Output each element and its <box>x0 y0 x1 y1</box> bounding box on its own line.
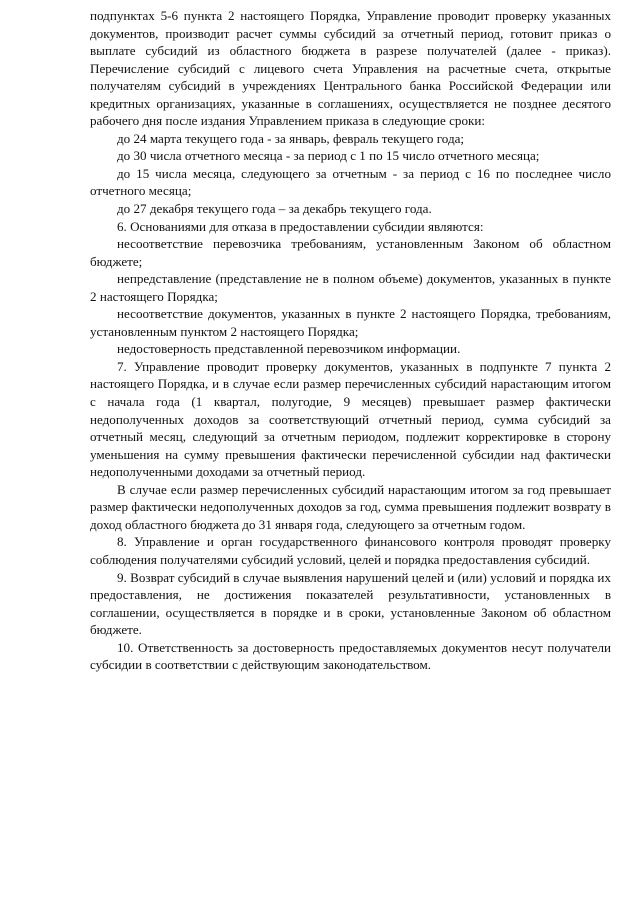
payment-deadline-item: до 24 марта текущего года - за январь, февраль текущего года; <box>117 130 465 146</box>
payment-deadline-item: до 27 декабря текущего года – за декабрь текущего года. <box>117 201 432 217</box>
paragraph-continuation: подпунктах 5-6 пункта 2 настоящего Порядка, Управление проводит проверку указанных документов, производит расчет суммы субсидий за отчетный период, готовит приказ о выплате субсидий из областного бюджета в разрезе получателей (далее - приказ). Перечисление субсидий с лицевого счета Управления на расчетные счета, открытые получателям субсидий в учреждениях Центрального банка Российской Федерации или кредитных организациях, указанные в соглашениях, осуществляется не позднее десятого рабочего дня после издания Управлением приказа в следующие сроки: <box>90 8 611 129</box>
paragraph-item-6: 6. Основаниями для отказа в предоставлении субсидии являются: <box>117 218 484 234</box>
refusal-ground-item: непредставление (представление не в полном объеме) документов, указанных в пункте 2 настоящего Порядка; <box>90 271 611 304</box>
payment-deadline-item: до 15 числа месяца, следующего за отчетным - за период с 16 по последнее число отчетного месяца; <box>90 165 611 199</box>
paragraph-item-9: 9. Возврат субсидий в случае выявления нарушений целей и (или) условий и порядка их предоставления, не достижения показателей результативности, установленных в соглашении, осуществляется в порядке и в сроки, установленные Законом об областном бюджете. <box>90 569 611 638</box>
payment-deadline-item: до 30 числа отчетного месяца - за период с 1 по 15 число отчетного месяца; <box>117 148 540 164</box>
paragraph-item-7-continued: В случае если размер перечисленных субсидий нарастающим итогом за год превышает размер фактически недополученных доходов за год, сумма превышения подлежит возврату в доход областного бюджета до 31 января года, следующего за отчетным годом. <box>90 481 611 532</box>
paragraph-item-7: 7. Управление проводит проверку документов, указанных в подпункте 7 пункта 2 настоящего Порядка, и в случае если размер перечисленных субсидий нарастающим итогом с начала года (1 квартал, полугодие, 9 месяцев) превышает размер фактически недополученных доходов за соответствующий отчетный период, сумма субсидий за отчетный месяц, следующий за отчетным периодом, подлежит корректировке в сторону уменьшения на сумму превышения фактически перечисленной субсидии над фактически недополученными доходами за отчетный период. <box>90 358 611 480</box>
paragraph-item-8: 8. Управление и орган государственного финансового контроля проводят проверку соблюдения получателями субсидий условий, целей и порядка предоставления субсидий. <box>90 534 611 567</box>
refusal-ground-item: несоответствие документов, указанных в пункте 2 настоящего Порядка, требованиям, установленным пунктом 2 настоящего Порядка; <box>90 306 611 339</box>
refusal-ground-item: несоответствие перевозчика требованиям, установленным Законом об областном бюджете; <box>90 236 611 269</box>
paragraph-item-10: 10. Ответственность за достоверность предоставляемых документов несут получатели субсидии в соответствии с действующим законодательством. <box>90 639 611 673</box>
refusal-ground-item: недостоверность представленной перевозчиком информации. <box>117 341 461 357</box>
